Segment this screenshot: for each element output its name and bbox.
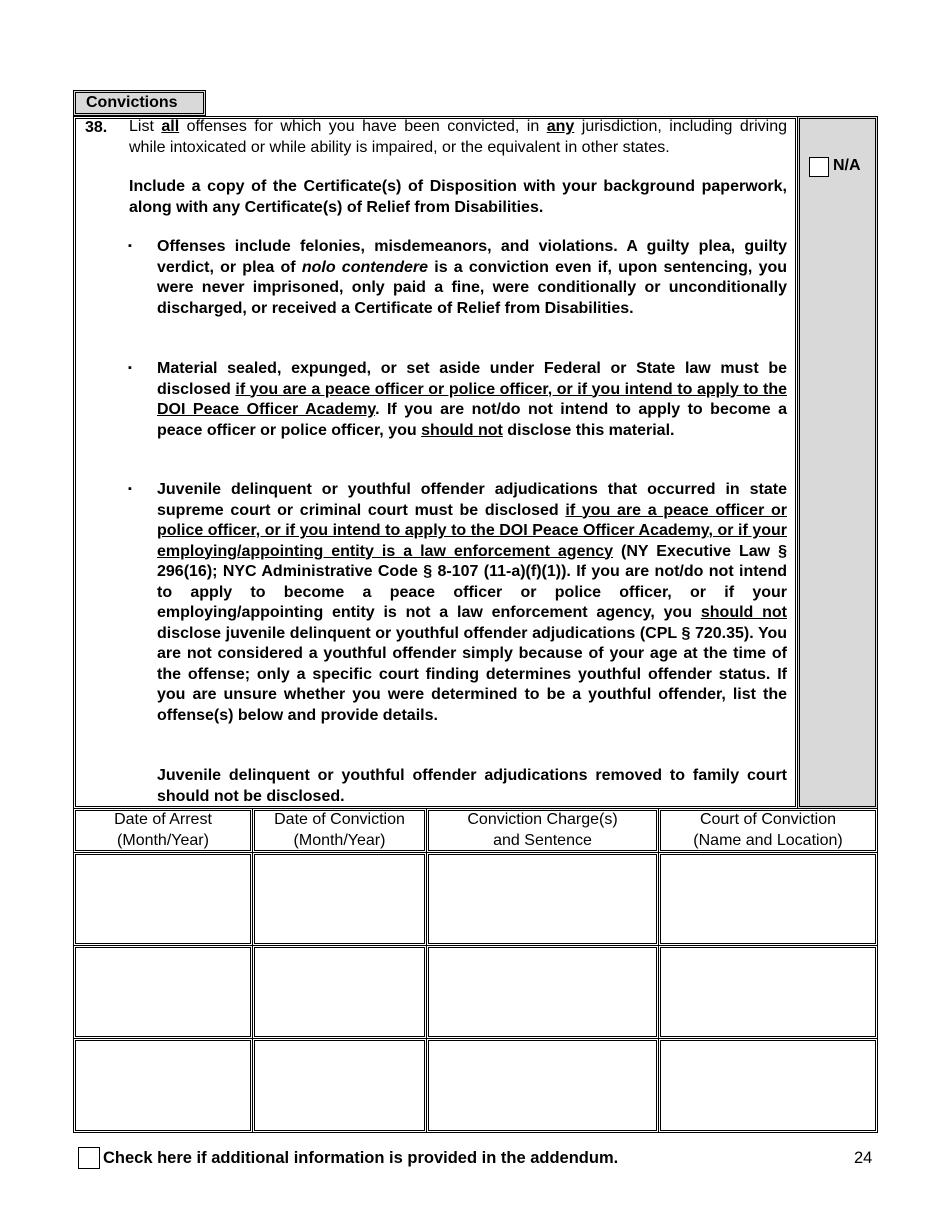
na-cell — [797, 116, 878, 809]
row3-date-of-conviction-cell[interactable] — [252, 1038, 427, 1133]
certificate-note: Include a copy of the Certificate(s) of Disposition with your background paperwork, along with any Certificate(s) of Relief from Disabilities. — [129, 178, 787, 216]
row3-date-of-arrest-cell[interactable] — [73, 1038, 253, 1133]
header-court-of-conviction: Court of Conviction (Name and Location) — [658, 808, 878, 853]
row1-court-cell[interactable] — [658, 852, 878, 946]
section-tab-convictions — [73, 90, 206, 116]
question-number: 38. — [85, 119, 108, 136]
na-label: N/A — [833, 157, 861, 174]
bullet-offenses: Offenses include felonies, misdemeanors, and violations. A guilty plea, guilty verdict, or plea of nolo contendere is a conviction even if, upon sentencing, you were never imprisoned, only paid a fine, were conditionally or unconditionally discharged, or received a Certificate of Relief from Disabilities. — [157, 238, 788, 317]
header-conviction-charges: Conviction Charge(s) and Sentence — [426, 808, 659, 853]
row3-charges-cell[interactable] — [426, 1038, 659, 1133]
header-date-of-conviction: Date of Conviction (Month/Year) — [252, 808, 427, 853]
row3-court-cell[interactable] — [658, 1038, 878, 1133]
question-intro: List all offenses for which you have been convicted, in any jurisdiction, including driving while intoxicated or while ability is impaired, or the equivalent in other states. — [129, 118, 788, 156]
row1-date-of-conviction-cell[interactable] — [252, 852, 427, 946]
bullet-juvenile: Juvenile delinquent or youthful offender adjudications that occurred in state supreme court or criminal court must be disclosed if you are a peace officer or police officer, or if you intend to apply to the DOI Peace Officer Academy, or if your employing/appointing entity is a law enforcement agency (NY Executive Law § 296(16); NYC Administrative Code § 8-107 (11-a)(f)(1)). If you are not/do not intend to apply to become a peace officer or police officer, or if your employing/appointing entity is not a law enforcement agency, you should not disclose juvenile delinquent or youthful offender adjudications (CPL § 720.35). You are not considered a youthful offender simply because of your age at the time of the offense; only a specific court finding determines youthful offender status. If you are unsure whether you were determined to be a youthful offender, list the offense(s) below and provide details. — [157, 481, 787, 724]
row1-date-of-arrest-cell[interactable] — [73, 852, 253, 946]
bullet-marker: ▪ — [128, 483, 132, 495]
row2-date-of-arrest-cell[interactable] — [73, 945, 253, 1039]
bullet-sealed-material: Material sealed, expunged, or set aside under Federal or State law must be disclosed if you are a peace officer or police officer, or if you intend to apply to the DOI Peace Officer Academy. If you are not/do not intend to apply to become a peace officer or police officer, you should not disclose this material. — [157, 360, 787, 439]
na-checkbox[interactable] — [809, 157, 829, 177]
addendum-label: Check here if additional information is provided in the addendum. — [103, 1149, 619, 1167]
family-court-note: Juvenile delinquent or youthful offender adjudications removed to family court should not be disclosed. — [157, 767, 787, 805]
bullet-marker: ▪ — [128, 362, 132, 374]
row1-charges-cell[interactable] — [426, 852, 659, 946]
header-date-of-arrest: Date of Arrest (Month/Year) — [73, 808, 253, 853]
row2-charges-cell[interactable] — [426, 945, 659, 1039]
section-title: Convictions — [86, 94, 178, 111]
addendum-checkbox[interactable] — [78, 1147, 100, 1169]
row2-court-cell[interactable] — [658, 945, 878, 1039]
bullet-marker: ▪ — [128, 240, 132, 252]
row2-date-of-conviction-cell[interactable] — [252, 945, 427, 1039]
page-number: 24 — [854, 1149, 873, 1167]
